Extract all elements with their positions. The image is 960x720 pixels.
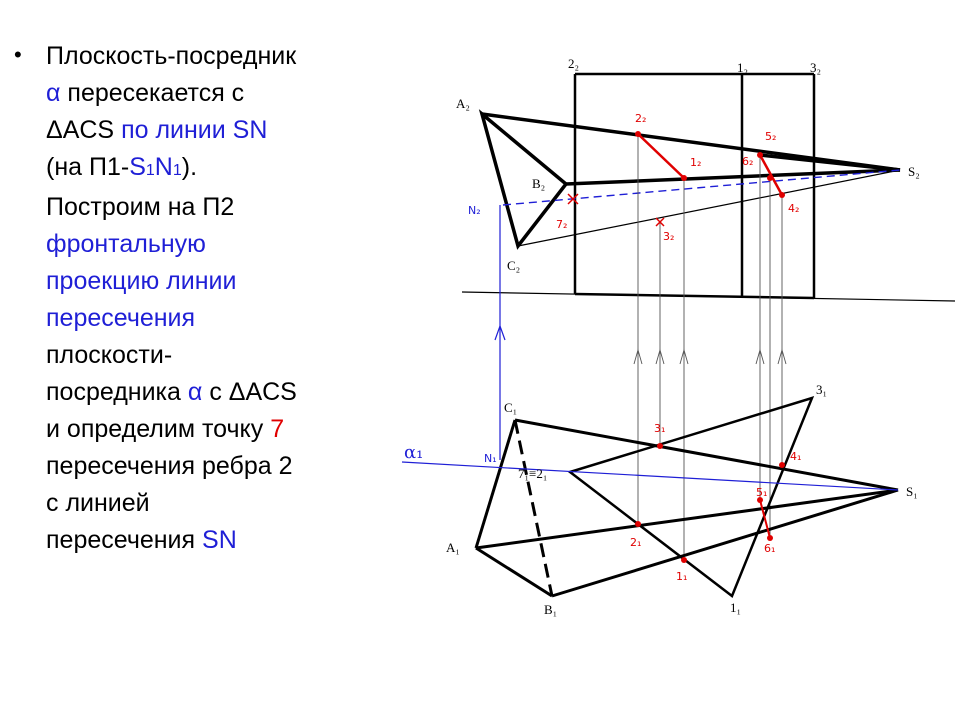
frontal-projection (462, 74, 955, 460)
label-h4-2: 4₂ (788, 202, 800, 215)
label-h6-2: 6₂ (742, 155, 754, 168)
line-sn-term: по линии SN (121, 116, 268, 144)
edge-upper-frontal (760, 155, 900, 170)
bullet-marker: • (14, 42, 22, 67)
alpha-term: α (46, 79, 61, 107)
label-h2-2: 2₂ (635, 112, 647, 125)
text-line: Плоскость-посредник (46, 42, 297, 70)
triangle-abc-frontal (482, 114, 566, 246)
label-c2: C₂ (507, 258, 521, 273)
label-h3-2: 3₂ (663, 230, 675, 243)
label-c1: C₁ (504, 400, 518, 415)
label-7-2: 7₂ (556, 218, 568, 231)
triangle-term: ΔACS (46, 116, 115, 144)
label-3-2: 3₂ (810, 60, 822, 75)
label-b1: B₁ (544, 602, 558, 617)
label-alpha1: α₁ (404, 442, 424, 463)
label-h5-2: 5₂ (765, 130, 777, 143)
sn-term: SN (202, 526, 237, 554)
edge-cb-horizontal (515, 420, 552, 596)
label-h4-1: 4₁ (790, 450, 802, 463)
label-n1: N₁ (484, 452, 497, 465)
label-n2: N₂ (468, 204, 481, 217)
label-h2-1: 2₁ (630, 536, 642, 549)
prism-base-horizontal (570, 398, 812, 596)
s1n1-term: S1N1 (129, 153, 182, 181)
label-h6-1: 6₁ (764, 542, 776, 555)
alpha-term: α (187, 378, 203, 406)
text-line: плоскости- (46, 341, 173, 369)
edge-ab-horizontal (476, 548, 552, 596)
text-line-blue: проекцию линии (46, 267, 237, 295)
label-1-1: 1₁ (730, 600, 742, 615)
label-h5-1: 5₁ (756, 486, 768, 499)
text-line-blue: пересечения (46, 304, 196, 332)
text-fragment: ). (181, 153, 198, 181)
text-fragment: пересекается с (67, 79, 245, 107)
label-b2: B₂ (532, 176, 546, 191)
text-fragment: и определим точку (46, 415, 264, 443)
text-fragment: с ΔACS (209, 378, 297, 406)
label-7-equals-2: 7₁≡2₁ (518, 466, 548, 481)
label-3-1: 3₁ (816, 382, 828, 397)
text-fragment: (на П1- (46, 153, 130, 181)
text-line: с линией (46, 489, 150, 517)
point-7-marks (568, 194, 664, 226)
label-2-2: 2₂ (568, 56, 580, 71)
label-1-2: 1₂ (737, 60, 749, 75)
edge-bs-frontal (566, 170, 900, 184)
label-h3-1: 3₁ (654, 422, 666, 435)
label-a1: A₁ (446, 540, 460, 555)
point-7-term: 7 (270, 415, 285, 443)
horizontal-projection (402, 398, 898, 596)
edge-ac-horizontal (476, 420, 515, 548)
label-h1-1: 1₁ (676, 570, 688, 583)
text-fragment: пересечения (46, 526, 196, 554)
edge-as-horizontal (476, 490, 898, 548)
text-line: пересечения ребра 2 (46, 452, 293, 480)
text-line: Построим на П2 (46, 193, 235, 221)
label-s1: S₁ (906, 484, 918, 499)
edge-bs-horizontal (552, 490, 898, 596)
text-fragment: посредника (46, 378, 181, 406)
label-a2: A₂ (456, 96, 470, 111)
text-line-blue: фронтальную (46, 230, 206, 258)
bottom-edge-frontal (575, 294, 814, 298)
label-s2: S₂ (908, 164, 920, 179)
label-h1-2: 1₂ (690, 156, 702, 169)
